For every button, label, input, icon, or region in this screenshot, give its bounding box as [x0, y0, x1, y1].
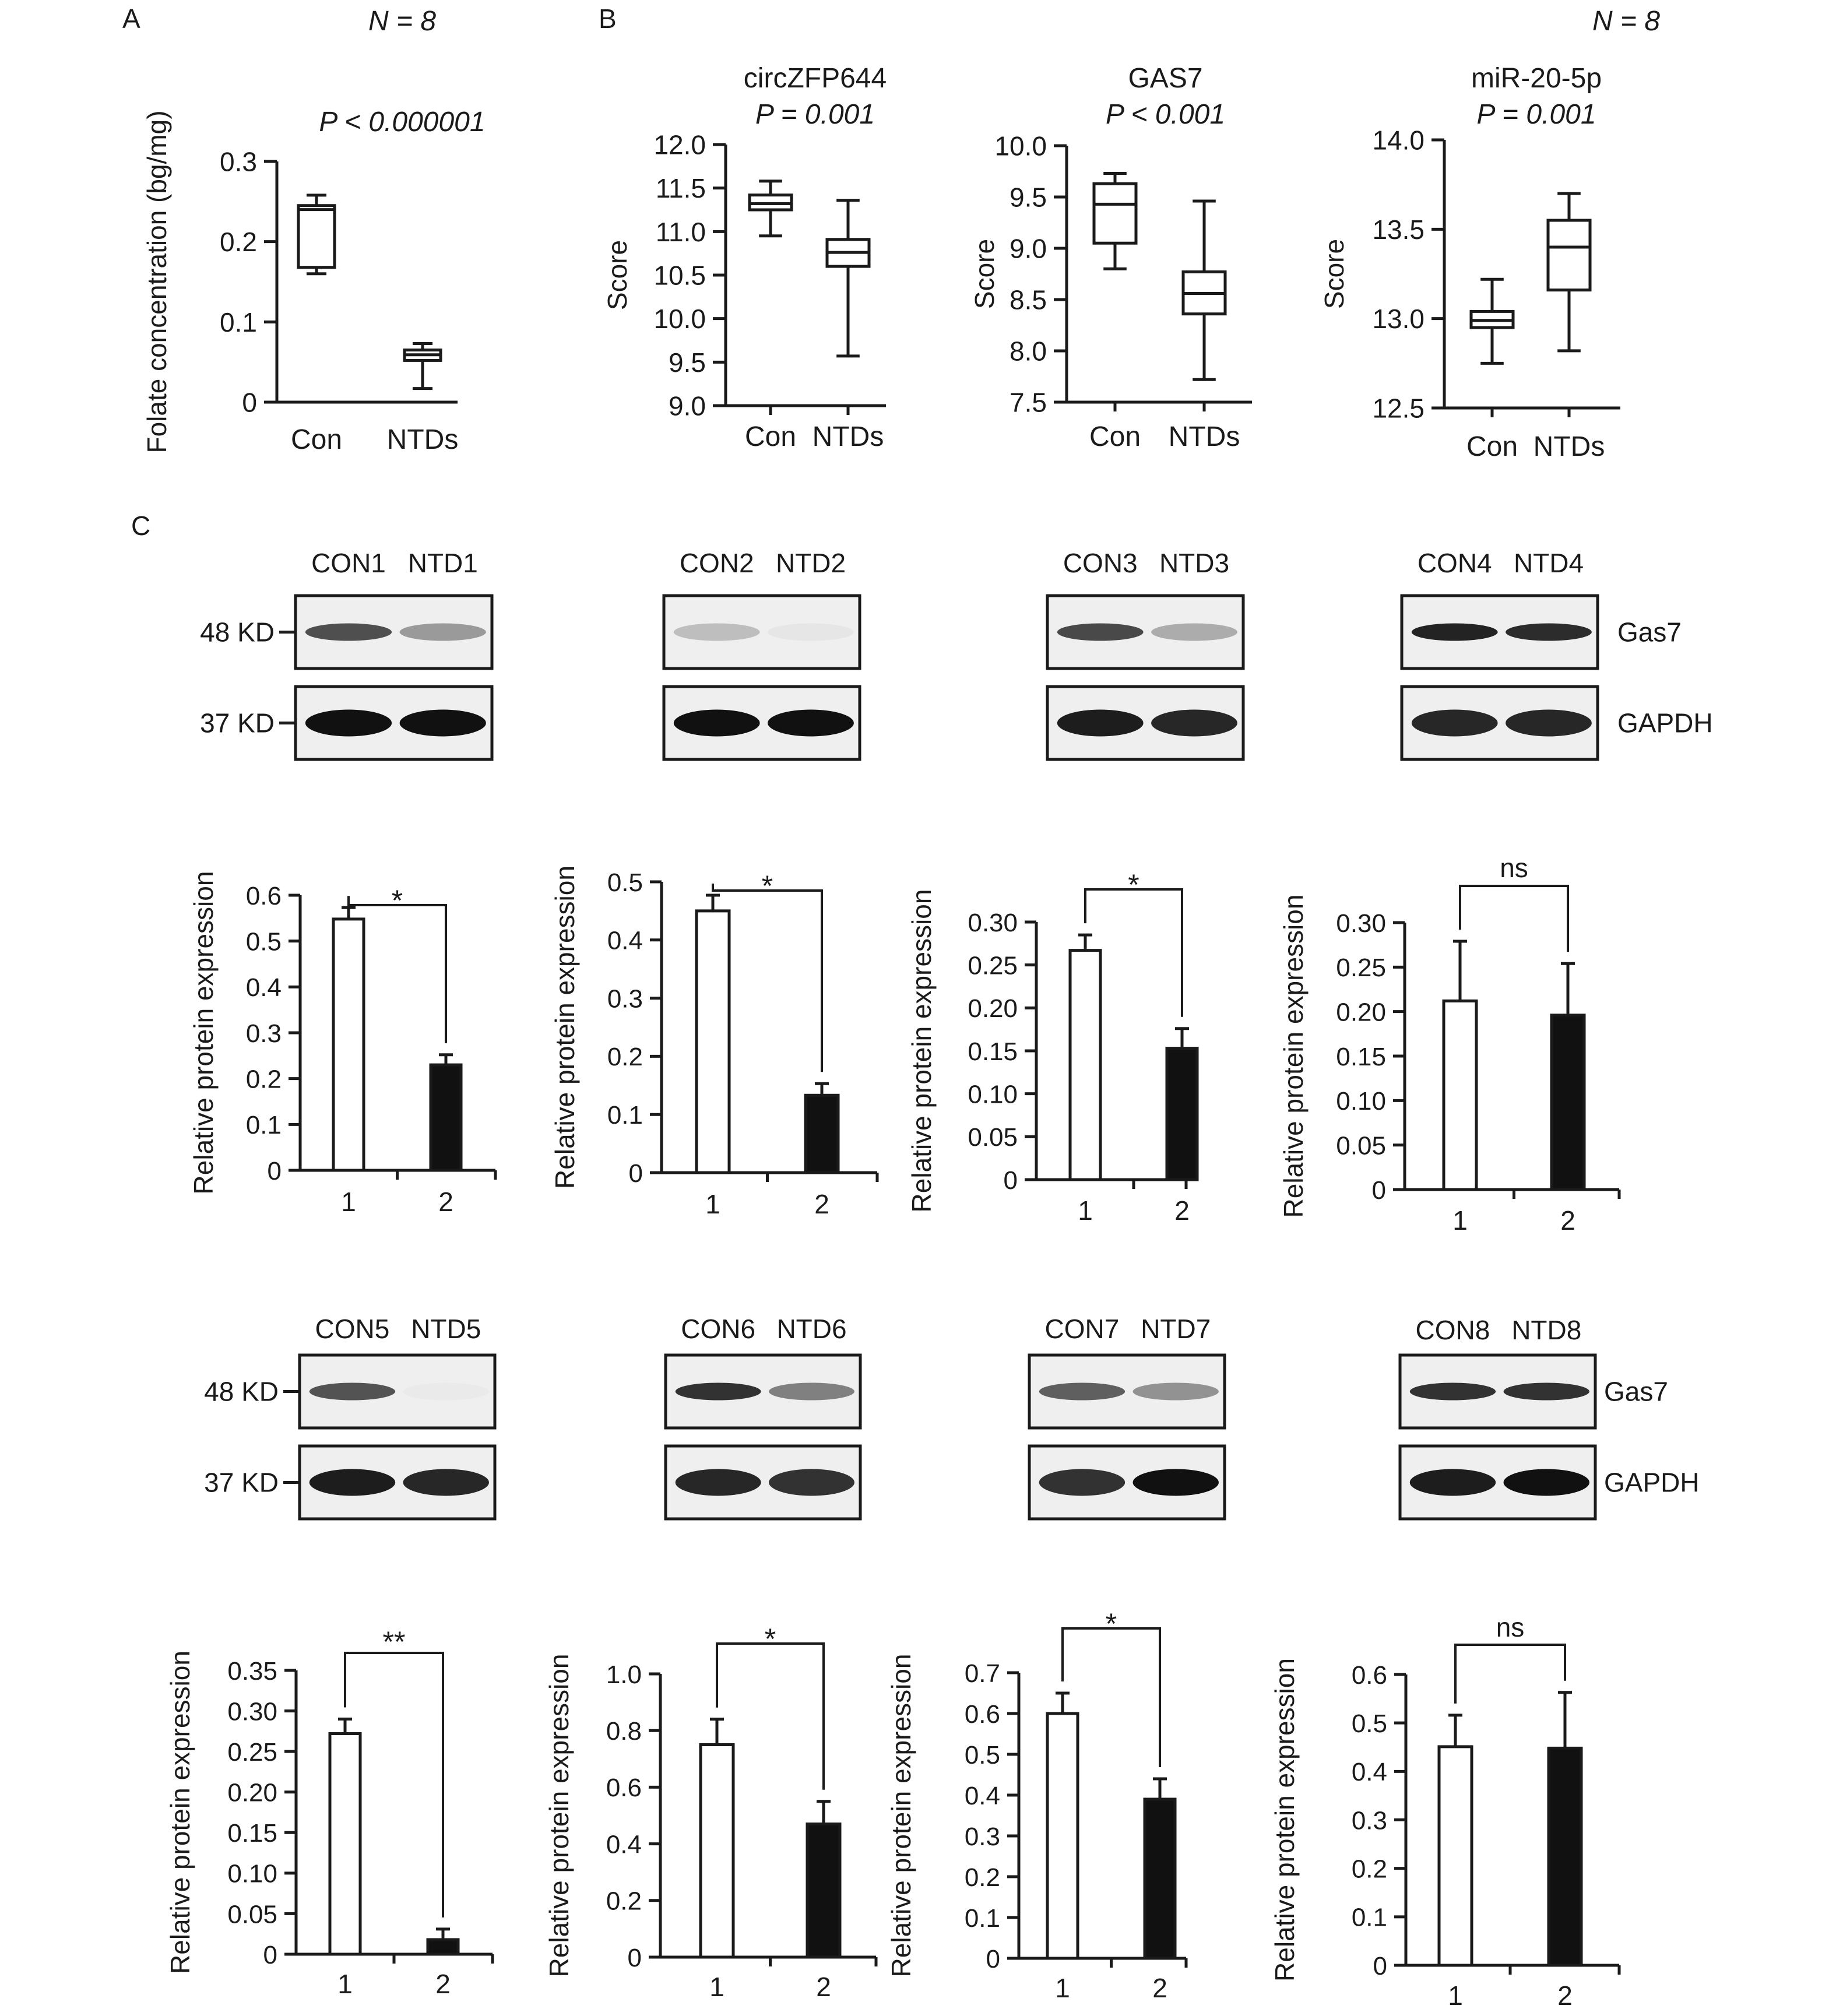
c_pair3-y-tick-label: 0.15: [968, 1037, 1018, 1066]
blot1-gapdh-band: [400, 710, 486, 737]
c_pair2-y-axis-label: Relative protein expression: [550, 865, 580, 1189]
a_folate-x-tick-label: NTDs: [386, 424, 459, 455]
panel-b-n-label: N = 8: [1592, 6, 1661, 37]
c_pair8-y-tick-label: 0.4: [1351, 1758, 1387, 1787]
c_pair1-y-tick-label: 0.1: [245, 1111, 282, 1140]
a_folate-box-chart: [142, 110, 458, 455]
blot3-gapdh-band: [1057, 710, 1144, 737]
b_mir20-box-ntds: [1548, 220, 1590, 290]
c_pair6-significance-label: *: [764, 1623, 776, 1655]
c_pair2-bar-con: [697, 911, 729, 1173]
c_pair5-bar-con: [330, 1734, 360, 1954]
c_pair8-bar-chart: [1269, 1612, 1619, 2011]
a_folate-y-tick-label: 0.3: [220, 146, 257, 177]
c_pair3-y-tick-label: 0.10: [968, 1080, 1018, 1109]
b_gas7-p-annotation: P < 0.001: [1105, 99, 1226, 130]
c_pair5-y-tick-label: 0.15: [227, 1819, 277, 1848]
c_pair6-y-tick-label: 0.6: [606, 1774, 642, 1803]
b_circzfp644-x-tick-label: Con: [744, 421, 797, 452]
c_pair6-y-tick-label: 0: [627, 1943, 642, 1972]
blot6-western-blot: [666, 1314, 860, 1519]
blot3-gas7-band: [1151, 624, 1237, 641]
c_pair7-bar-con: [1047, 1714, 1078, 1958]
c_pair4-bar-con: [1444, 1001, 1476, 1190]
blot4-gas7-band: [1412, 624, 1498, 641]
c_pair4-y-tick-label: 0: [1371, 1176, 1386, 1205]
c_pair5-x-tick-label: 2: [435, 1969, 451, 1999]
c_pair5-y-tick-label: 0.10: [227, 1859, 277, 1888]
c_pair2-y-tick-label: 0.2: [607, 1043, 643, 1072]
c_pair7-y-tick-label: 0: [986, 1944, 1000, 1973]
blot2-con-lane-label: CON2: [679, 548, 754, 578]
c_pair1-x-tick-label: 2: [438, 1187, 453, 1217]
blot2-gas7-band: [768, 624, 854, 641]
a_folate-y-tick-label: 0: [242, 387, 257, 418]
c_pair4-significance-label: ns: [1500, 853, 1528, 883]
blot6-gas7-band: [769, 1383, 854, 1401]
c_pair6-y-tick-label: 0.4: [606, 1830, 642, 1859]
c_pair1-y-tick-label: 0.2: [245, 1065, 282, 1094]
c_pair6-bar-ntd: [807, 1824, 840, 1957]
c_pair4-y-tick-label: 0.25: [1336, 954, 1386, 983]
b_circzfp644-y-tick-label: 10.5: [653, 260, 706, 291]
blot6-ntd-lane-label: NTD6: [776, 1314, 847, 1344]
blot1-marker-37: 37 KD: [200, 708, 275, 738]
blot5-gapdh-band: [403, 1469, 489, 1496]
c_pair4-significance-bracket: [1460, 886, 1568, 952]
c_pair2-x-tick-label: 2: [814, 1189, 829, 1219]
c_pair1-y-tick-label: 0.5: [245, 927, 282, 956]
c_pair3-x-tick-label: 2: [1174, 1195, 1190, 1226]
c_pair8-y-axis-label: Relative protein expression: [1269, 1658, 1300, 1982]
c_pair8-x-tick-label: 2: [1557, 1980, 1573, 2011]
c_pair3-bar-ntd: [1167, 1049, 1197, 1180]
c_pair8-y-tick-label: 0.6: [1351, 1660, 1387, 1690]
c_pair5-x-tick-label: 1: [337, 1969, 353, 1999]
c_pair1-bar-chart: [188, 871, 495, 1217]
blot5-ntd-lane-label: NTD5: [411, 1314, 481, 1344]
c_pair4-y-tick-label: 0.10: [1336, 1087, 1386, 1116]
c_pair3-x-tick-label: 1: [1078, 1195, 1093, 1226]
blot6-gas7-band: [676, 1383, 761, 1401]
c_pair2-y-tick-label: 0.1: [607, 1101, 643, 1130]
blot2-gas7-band: [674, 624, 760, 641]
blot7-western-blot: [1029, 1314, 1225, 1519]
a_folate-y-tick-label: 0.2: [220, 227, 257, 258]
b_gas7-y-axis-label: Score: [969, 238, 1000, 309]
c_pair1-y-tick-label: 0.3: [245, 1019, 282, 1048]
c_pair3-y-tick-label: 0: [1003, 1166, 1018, 1195]
c_pair7-y-tick-label: 0.1: [964, 1904, 1000, 1933]
b_circzfp644-y-tick-label: 9.5: [669, 347, 706, 378]
c_pair1-significance-label: *: [391, 884, 403, 917]
c_pair3-bar-chart: [906, 868, 1197, 1226]
c_pair4-bar-ntd: [1552, 1015, 1584, 1190]
b_gas7-box-chart: [969, 63, 1252, 452]
blot8-western-blot: [1400, 1315, 1700, 1519]
c_pair7-x-tick-label: 2: [1152, 1973, 1167, 2003]
blot3-gas7-band: [1057, 624, 1144, 641]
panel-b-letter: B: [599, 3, 617, 34]
c_pair7-y-tick-label: 0.6: [964, 1700, 1000, 1729]
b_mir20-y-axis-label: Score: [1319, 238, 1349, 309]
b_gas7-box-con: [1094, 184, 1136, 243]
c_pair2-bar-chart: [550, 865, 877, 1219]
c_pair6-x-tick-label: 1: [709, 1972, 724, 2002]
blot5-gapdh-band: [309, 1469, 395, 1496]
panel-a-p-label: P < 0.000001: [319, 107, 486, 138]
blot4-gapdh-band: [1506, 710, 1592, 737]
c_pair8-bar-con: [1439, 1747, 1472, 1965]
b_mir20-y-tick-label: 14.0: [1372, 125, 1425, 156]
blot1-con-lane-label: CON1: [311, 548, 386, 578]
c_pair1-y-tick-label: 0.4: [245, 973, 282, 1002]
c_pair8-y-tick-label: 0.1: [1351, 1903, 1387, 1932]
c_pair5-significance-label: **: [382, 1626, 406, 1658]
blot3-gapdh-band: [1151, 710, 1237, 737]
blot3-western-blot: [1047, 548, 1243, 759]
c_pair1-y-tick-label: 0.6: [245, 881, 282, 910]
b_gas7-title: GAS7: [1128, 63, 1203, 94]
blot5-gas7-band: [403, 1383, 489, 1401]
c_pair5-y-tick-label: 0.35: [227, 1656, 277, 1686]
blot4-gas7-band: [1506, 624, 1592, 641]
c_pair8-y-tick-label: 0.2: [1351, 1855, 1387, 1884]
panel-c-letter: C: [131, 511, 151, 541]
blot8-gapdh-label: GAPDH: [1604, 1467, 1700, 1498]
c_pair2-bar-ntd: [806, 1095, 838, 1173]
c_pair1-y-axis-label: Relative protein expression: [188, 871, 219, 1195]
panel-a-letter: A: [122, 3, 140, 34]
blot7-gas7-band: [1039, 1383, 1125, 1401]
c_pair1-bar-con: [333, 919, 364, 1170]
c_pair1-bar-ntd: [431, 1065, 461, 1170]
b_mir20-y-tick-label: 12.5: [1372, 393, 1425, 424]
c_pair4-x-tick-label: 2: [1560, 1205, 1575, 1236]
b_mir20-title: miR-20-5p: [1471, 63, 1602, 94]
blot8-gapdh-band: [1410, 1469, 1496, 1496]
a_folate-box-con: [298, 206, 335, 268]
blot8-con-lane-label: CON8: [1415, 1315, 1490, 1345]
c_pair8-y-tick-label: 0: [1373, 1951, 1387, 1980]
c_pair3-y-tick-label: 0.30: [968, 908, 1018, 937]
c_pair8-y-tick-label: 0.5: [1351, 1709, 1387, 1739]
blot2-gapdh-band: [768, 710, 854, 737]
blot5-marker-48: 48 KD: [204, 1376, 279, 1407]
b_mir20-box-chart: [1319, 63, 1620, 462]
b_gas7-y-tick-label: 7.5: [1010, 387, 1047, 418]
blot1-gas7-band: [305, 624, 392, 641]
c_pair4-y-axis-label: Relative protein expression: [1278, 894, 1309, 1218]
c_pair3-y-tick-label: 0.20: [968, 994, 1018, 1023]
c_pair7-bar-ntd: [1145, 1799, 1175, 1958]
c_pair4-y-tick-label: 0.20: [1336, 998, 1386, 1027]
blot3-con-lane-label: CON3: [1063, 548, 1138, 578]
b_circzfp644-y-tick-label: 9.0: [669, 390, 706, 421]
blot8-gas7-label: Gas7: [1604, 1376, 1668, 1407]
c_pair4-y-tick-label: 0.15: [1336, 1042, 1386, 1071]
c_pair6-y-axis-label: Relative protein expression: [544, 1653, 574, 1978]
c_pair6-y-tick-label: 0.2: [606, 1887, 642, 1916]
blot4-gapdh-label: GAPDH: [1617, 708, 1713, 738]
c_pair3-y-tick-label: 0.05: [968, 1123, 1018, 1152]
blot2-ntd-lane-label: NTD2: [775, 548, 846, 578]
blot3-ntd-lane-label: NTD3: [1159, 548, 1230, 578]
c_pair7-significance-label: *: [1105, 1607, 1117, 1640]
c_pair2-y-tick-label: 0.4: [607, 926, 643, 955]
blot6-gapdh-band: [676, 1469, 761, 1496]
b_gas7-y-tick-label: 9.0: [1010, 233, 1047, 264]
blot8-gas7-band: [1504, 1383, 1589, 1401]
c_pair8-y-tick-label: 0.3: [1351, 1806, 1387, 1835]
blot8-ntd-lane-label: NTD8: [1511, 1315, 1582, 1345]
blots-layer: [200, 548, 1712, 1519]
c_pair1-x-tick-label: 1: [341, 1187, 356, 1217]
blot5-marker-37: 37 KD: [204, 1467, 279, 1498]
b_gas7-y-tick-label: 9.5: [1010, 182, 1047, 213]
b_circzfp644-y-tick-label: 12.0: [653, 129, 706, 160]
c_pair6-bar-chart: [544, 1623, 876, 2002]
c_pair3-significance-label: *: [1128, 868, 1139, 901]
c_pair3-y-axis-label: Relative protein expression: [906, 889, 937, 1213]
blot1-gapdh-band: [305, 710, 392, 737]
blot6-con-lane-label: CON6: [681, 1314, 756, 1344]
b_gas7-x-tick-label: Con: [1089, 421, 1141, 452]
c_pair8-bar-ntd: [1549, 1748, 1581, 1965]
b_gas7-y-tick-label: 8.5: [1010, 284, 1047, 315]
blot7-con-lane-label: CON7: [1044, 1314, 1120, 1344]
blot5-western-blot: [204, 1314, 495, 1519]
blot7-ntd-lane-label: NTD7: [1141, 1314, 1211, 1344]
c_pair4-x-tick-label: 1: [1452, 1205, 1468, 1236]
c_pair5-y-tick-label: 0.20: [227, 1778, 277, 1807]
c_pair5-y-tick-label: 0.25: [227, 1737, 277, 1767]
b_gas7-x-tick-label: NTDs: [1168, 421, 1240, 452]
blot6-gapdh-band: [769, 1469, 854, 1496]
c_pair4-bar-chart: [1278, 853, 1619, 1236]
blot4-western-blot: [1402, 548, 1713, 759]
c_pair8-significance-label: ns: [1496, 1612, 1525, 1642]
blot4-ntd-lane-label: NTD4: [1513, 548, 1584, 578]
blot5-con-lane-label: CON5: [315, 1314, 390, 1344]
c_pair7-y-tick-label: 0.5: [964, 1740, 1000, 1769]
c_pair6-x-tick-label: 2: [816, 1972, 831, 2002]
b_circzfp644-y-axis-label: Score: [602, 240, 632, 311]
a_folate-y-axis-label: Folate concentration (bg/mg): [142, 110, 172, 453]
c_pair2-x-tick-label: 1: [705, 1189, 720, 1219]
charts-layer: [142, 63, 1620, 2011]
b_circzfp644-y-tick-label: 11.5: [655, 173, 706, 204]
c_pair4-y-tick-label: 0.30: [1336, 909, 1386, 938]
blot7-gapdh-band: [1133, 1469, 1219, 1496]
c_pair5-y-tick-label: 0.30: [227, 1697, 277, 1726]
b_gas7-y-tick-label: 10.0: [994, 131, 1047, 161]
c_pair7-y-tick-label: 0.4: [964, 1781, 1000, 1810]
c_pair7-bar-chart: [886, 1607, 1186, 2003]
b_gas7-y-tick-label: 8.0: [1010, 336, 1047, 367]
blot1-western-blot: [200, 548, 492, 759]
b_mir20-x-tick-label: Con: [1466, 431, 1518, 462]
b_circzfp644-y-tick-label: 11.0: [655, 216, 706, 247]
c_pair4-y-tick-label: 0.05: [1336, 1131, 1386, 1160]
c_pair7-y-tick-label: 0.2: [964, 1863, 1000, 1892]
b_mir20-y-tick-label: 13.5: [1372, 214, 1425, 245]
c_pair6-y-tick-label: 1.0: [606, 1660, 642, 1689]
blot4-gapdh-band: [1412, 710, 1498, 737]
blot7-gas7-band: [1133, 1383, 1219, 1401]
a_folate-x-tick-label: Con: [290, 424, 343, 455]
b_mir20-p-annotation: P = 0.001: [1476, 99, 1596, 130]
blot8-gapdh-band: [1504, 1469, 1589, 1496]
b_mir20-y-tick-label: 13.0: [1372, 304, 1425, 335]
c_pair8-significance-bracket: [1455, 1645, 1565, 1704]
b_circzfp644-box-chart: [602, 63, 887, 452]
c_pair7-y-tick-label: 0.7: [964, 1659, 1000, 1688]
c_pair2-significance-label: *: [761, 870, 773, 902]
blot1-gas7-band: [400, 624, 486, 641]
b_mir20-x-tick-label: NTDs: [1533, 431, 1605, 462]
panel-a-n-label: N = 8: [368, 6, 437, 37]
c_pair7-y-axis-label: Relative protein expression: [886, 1653, 916, 1978]
c_pair7-x-tick-label: 1: [1055, 1973, 1070, 2003]
blot2-gapdh-band: [674, 710, 760, 737]
c_pair8-x-tick-label: 1: [1448, 1980, 1463, 2011]
c_pair3-bar-con: [1070, 951, 1100, 1180]
a_folate-y-tick-label: 0.1: [220, 307, 257, 337]
c_pair6-y-tick-label: 0.8: [606, 1717, 642, 1746]
c_pair6-bar-con: [701, 1745, 733, 1958]
blot4-gas7-label: Gas7: [1617, 617, 1682, 648]
blot5-gas7-band: [309, 1383, 395, 1401]
b_circzfp644-y-tick-label: 10.0: [653, 304, 706, 335]
b_circzfp644-p-annotation: P = 0.001: [755, 99, 875, 130]
blot7-gapdh-band: [1039, 1469, 1125, 1496]
c_pair7-y-tick-label: 0.3: [964, 1822, 1000, 1851]
blot2-western-blot: [664, 548, 860, 759]
c_pair2-y-tick-label: 0.3: [607, 984, 643, 1014]
c_pair2-y-tick-label: 0: [628, 1159, 643, 1188]
c_pair5-y-tick-label: 0: [263, 1940, 277, 1969]
b_circzfp644-x-tick-label: NTDs: [812, 421, 884, 452]
c_pair2-y-tick-label: 0.5: [607, 868, 643, 897]
c_pair3-y-tick-label: 0.25: [968, 951, 1018, 980]
c_pair5-bar-chart: [165, 1626, 493, 1999]
c_pair1-y-tick-label: 0: [267, 1156, 282, 1185]
c_pair5-y-axis-label: Relative protein expression: [165, 1651, 195, 1974]
b_circzfp644-title: circZFP644: [743, 63, 887, 94]
blot1-marker-48: 48 KD: [200, 617, 275, 648]
blot4-con-lane-label: CON4: [1417, 548, 1492, 578]
blot1-ntd-lane-label: NTD1: [407, 548, 478, 578]
c_pair5-y-tick-label: 0.05: [227, 1900, 277, 1929]
c_pair5-bar-ntd: [428, 1940, 458, 1954]
blot8-gas7-band: [1410, 1383, 1496, 1401]
